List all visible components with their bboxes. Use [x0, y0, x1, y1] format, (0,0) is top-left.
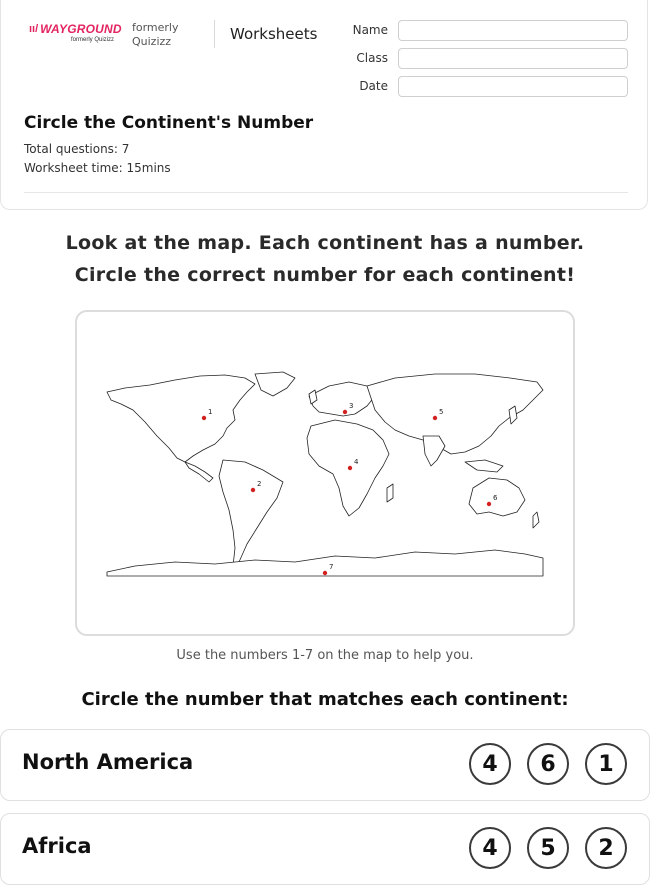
- class-label: Class: [356, 51, 388, 65]
- answer-option[interactable]: 6: [527, 743, 569, 785]
- marker-5-dot: [433, 416, 437, 420]
- date-field[interactable]: [398, 76, 628, 97]
- marker-4-label: 4: [354, 458, 359, 466]
- question-card: [0, 813, 650, 885]
- class-field[interactable]: [398, 48, 628, 69]
- marker-2-label: 2: [257, 480, 262, 488]
- marker-3-dot: [343, 410, 347, 414]
- logo-subtext: formerly Quizizz: [71, 37, 115, 43]
- marker-2-dot: [251, 488, 255, 492]
- wayground-logo: [29, 22, 122, 43]
- worksheet-header: [0, 0, 648, 210]
- north-america-shape: [107, 375, 255, 462]
- madagascar-shape: [387, 484, 393, 502]
- instruction-line-1: Look at the map. Each continent has a number.: [65, 232, 585, 254]
- south-america-shape: [219, 460, 283, 566]
- header-divider: [214, 20, 215, 48]
- marker-7-dot: [323, 571, 327, 575]
- india-shape: [423, 436, 445, 466]
- new-zealand-shape: [533, 512, 539, 528]
- header-rule: [24, 192, 628, 193]
- marker-6-label: 6: [493, 494, 498, 502]
- central-america-shape: [185, 462, 213, 482]
- greenland-shape: [255, 372, 295, 396]
- worksheet-title: Circle the Continent's Number: [24, 113, 314, 133]
- marker-4-dot: [348, 466, 352, 470]
- marker-1-dot: [202, 416, 206, 420]
- date-label: Date: [359, 79, 388, 93]
- logo-bars-icon: ıı/: [29, 23, 39, 35]
- se-asia-islands-shape: [465, 460, 503, 472]
- marker-6-dot: [487, 502, 491, 506]
- formerly-line1: formerly: [132, 21, 179, 34]
- worksheet-time: Worksheet time: 15mins: [24, 161, 171, 175]
- answer-option[interactable]: 5: [527, 827, 569, 869]
- question-card: [0, 729, 650, 801]
- answer-option[interactable]: 4: [469, 827, 511, 869]
- map-caption: Use the numbers 1-7 on the map to help you.: [176, 648, 474, 663]
- answer-option[interactable]: 2: [585, 827, 627, 869]
- formerly-line2: Quizizz: [132, 35, 172, 48]
- instruction-line-2: Circle the correct number for each continent!: [74, 264, 576, 286]
- world-map-frame: [75, 310, 575, 636]
- world-map-image: [105, 370, 545, 580]
- total-questions: Total questions: 7: [24, 142, 130, 156]
- name-label: Name: [352, 23, 388, 37]
- formerly-quizizz: [132, 21, 179, 49]
- section-label: Worksheets: [230, 25, 318, 43]
- answer-option[interactable]: 1: [585, 743, 627, 785]
- logo-wordmark: WAYGROUND: [40, 22, 122, 36]
- question-label: Africa: [22, 834, 92, 858]
- marker-5-label: 5: [439, 408, 444, 416]
- questions-heading: Circle the number that matches each continent:: [81, 689, 569, 710]
- answer-option[interactable]: 4: [469, 743, 511, 785]
- europe-shape: [309, 382, 375, 416]
- question-label: North America: [22, 750, 194, 774]
- marker-3-label: 3: [349, 402, 354, 410]
- name-field[interactable]: [398, 20, 628, 41]
- marker-1-label: 1: [208, 408, 213, 416]
- marker-7-label: 7: [329, 563, 334, 571]
